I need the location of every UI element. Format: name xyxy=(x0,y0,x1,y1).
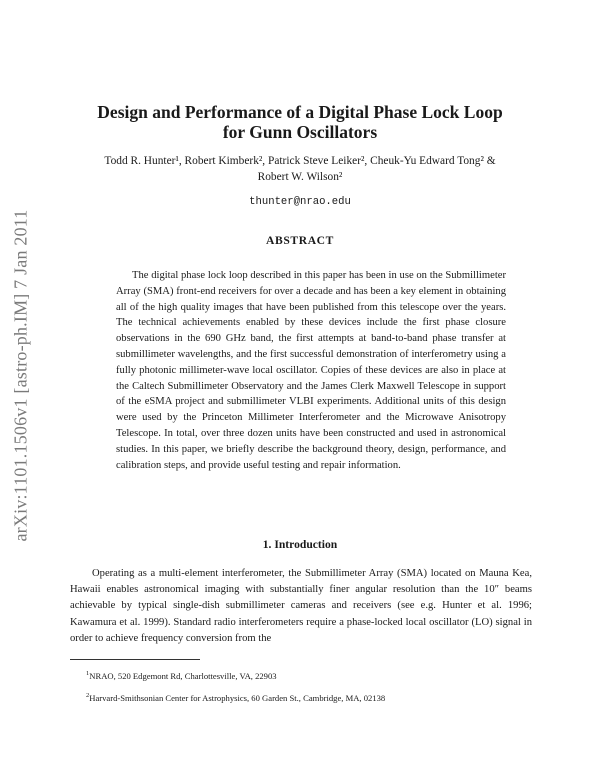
footnote-2-mark: 2 xyxy=(86,692,90,699)
paper-title xyxy=(60,102,540,142)
footnote-1 xyxy=(86,670,546,681)
author-list-line-1: Todd R. Hunter¹, Robert Kimberk², Patrick Steve Leiker², Cheuk-Yu Edward Tong² & xyxy=(104,155,496,167)
arxiv-identifier-text: arXiv:1101.1506v1 [astro-ph.IM] 7 Jan 2011 xyxy=(10,208,31,542)
paper-title-line-1: Design and Performance of a Digital Phase Lock Loop xyxy=(97,102,503,122)
footnote-2-text: Harvard-Smithsonian Center for Astrophysics, 60 Garden St., Cambridge, MA, 02138 xyxy=(89,692,386,703)
abstract-text: The digital phase lock loop described in this paper has been in use on the Submillimeter Array (SMA) front-end receivers for over a decade and has been a key element in obtaining all of the high quality images that have been published from this telescope over the years. The technical achievements enabled by these devices include the first phase closure observations in the 690 GHz band, the first attempts at band-to-band phase transfer at submillimeter wavelengths, and the first successful demonstration of interferometry using a fully photonic millimeter-wave local oscillator. Copies of these devices are also in place at the Caltech Submillimeter Observatory and the James Clerk Maxwell Telescope in support of the eSMA project and submillimeter VLBI experiments. Additional units of this design were used by the Princeton Millimeter Interferometer and the Microwave Anisotropy Telescope. In total, over three dozen units have been constructed and used in astronomical studies. In this paper, we briefly describe the background theory, design, performance, and calibration steps, and provide useful testing and repair information. xyxy=(116,270,506,471)
contact-email: thunter@nrao.edu xyxy=(249,196,351,208)
arxiv-identifier-stamp xyxy=(4,190,38,560)
author-list-line-2: Robert W. Wilson² xyxy=(257,171,343,183)
paper-title-line-2: for Gunn Oscillators xyxy=(222,122,378,142)
abstract-heading: ABSTRACT xyxy=(266,234,334,247)
introduction-heading: 1. Introduction xyxy=(262,538,338,551)
footnote-2 xyxy=(86,692,546,703)
footnote-1-mark: 1 xyxy=(86,670,90,677)
author-list xyxy=(70,153,530,185)
introduction-text: Operating as a multi-element interferometer, the Submillimeter Array (SMA) located on Mauna Kea, Hawaii enables astronomical imaging with substantially finer angular resolution than the 10″ beams achievable by typical single-dish submillimeter cameras and receivers (see e.g. Hunter et al. 1996; Kawamura et al. 1999). Standard radio interferometers require a phase-locked local oscillator (LO) signal in order to achieve frequency conversion from the xyxy=(70,568,532,644)
footnote-divider xyxy=(70,659,200,660)
footnote-1-text: NRAO, 520 Edgemont Rd, Charlottesville, VA, 22903 xyxy=(89,670,277,681)
